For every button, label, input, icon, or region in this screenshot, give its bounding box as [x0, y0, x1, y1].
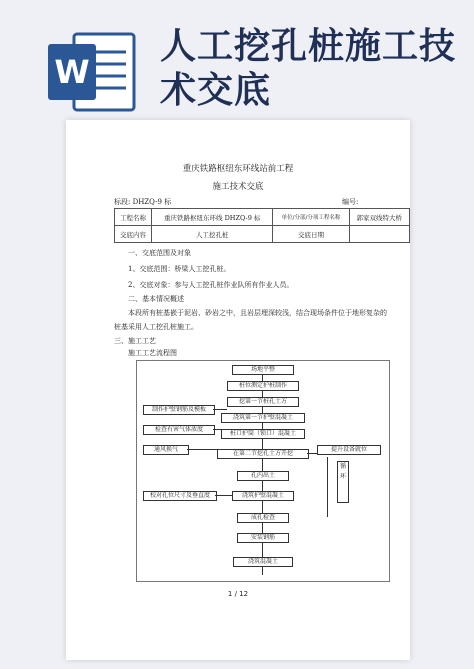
flow-step: 浇筑第一节护壁混凝土 — [221, 413, 305, 423]
flow-step: 场地平整 — [232, 365, 294, 375]
document-page — [66, 120, 410, 660]
paragraph: 2、交底对象：参与人工挖孔桩作业队所有作业人员。 — [128, 281, 294, 289]
flow-step: 挖第一节桩孔土方 — [227, 397, 299, 407]
flow-step: 孔内出土 — [237, 471, 289, 481]
doc-title: 施工技术交底 — [212, 182, 264, 192]
flow-step: 浇筑护壁混凝土 — [232, 491, 294, 501]
svg-text:W: W — [54, 53, 90, 91]
flow-step: 桩位测定护桩制作 — [227, 381, 299, 391]
paragraph: 施工工艺流程图 — [128, 349, 177, 357]
table-cell: 郭家双线特大桥 — [349, 209, 409, 226]
banner-title: 人工挖孔桩施工技术交底 — [160, 25, 457, 111]
flow-side-step: 校对孔位尺寸及垂直度 — [143, 491, 217, 501]
paragraph: 本段所有桩基嵌于泥岩、砂岩之中，且岩层埋深较浅，结合现场条件位于地形复杂的 — [128, 309, 387, 317]
table-cell: 交底日期 — [273, 226, 349, 243]
table-cell: 人工挖孔桩 — [152, 226, 273, 243]
table-row — [115, 226, 410, 243]
flowchart — [136, 360, 390, 582]
flow-step: 在第二节挖孔土方开挖 — [217, 449, 309, 459]
paragraph: 三、施工工艺 — [114, 337, 156, 345]
flow-step: 浇筑混凝土 — [233, 557, 293, 567]
table-cell: 交底内容 — [115, 226, 152, 243]
flow-step: 桩口护筒（锁口）混凝土 — [221, 429, 305, 439]
page-number: 1 / 12 — [227, 590, 249, 598]
flow-step: 提升设备就位 — [317, 445, 381, 455]
table-cell: 工程名称 — [115, 209, 152, 226]
table-cell: 重庆铁路枢纽东环线 DHZQ-9 标 — [152, 209, 273, 226]
paragraph: 二、基本情况概述 — [128, 295, 184, 303]
info-table — [114, 208, 410, 243]
table-cell — [349, 226, 409, 243]
paragraph: 一、交底范围及对象 — [128, 249, 191, 257]
flow-side-step: 通风换气 — [143, 445, 189, 455]
flow-step: 安装钢筋 — [237, 533, 289, 543]
flow-side-step: 制作护壁钢筋及模板 — [143, 405, 215, 415]
section-label: 标段: DHZQ-9 标 — [114, 198, 172, 206]
table-row — [115, 209, 410, 226]
number-label: 编号: — [342, 198, 359, 206]
paragraph: 1、交底范围：桥梁人工挖孔桩。 — [128, 265, 231, 273]
project-header: 重庆铁路枢纽东环线站前工程 — [182, 164, 294, 174]
flow-step: 成孔检查 — [237, 513, 289, 523]
table-cell: 单位/分部/分项工程名称 — [273, 209, 349, 226]
flow-loop-label: 循环 — [337, 461, 349, 503]
word-logo-icon — [46, 30, 138, 114]
flow-side-step: 检查有害气体浓度 — [143, 425, 215, 435]
paragraph: 桩基采用人工挖孔桩施工。 — [114, 323, 198, 331]
